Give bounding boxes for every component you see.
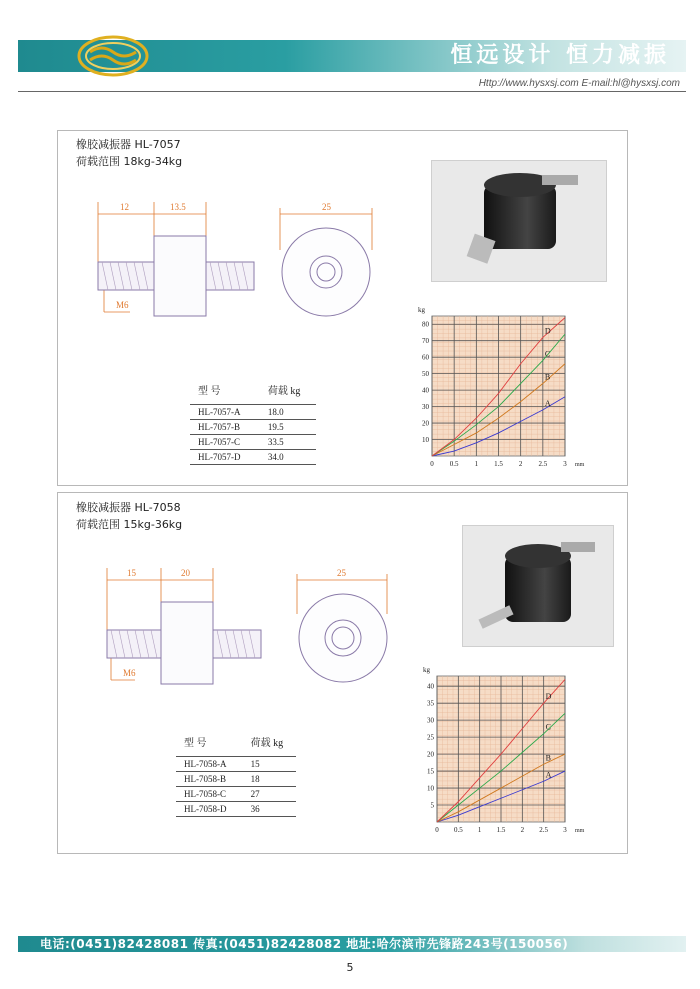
dim-mid-1: 13.5 — [170, 202, 186, 212]
series-label-c: C — [544, 349, 551, 359]
y-tick-label: 30 — [427, 716, 434, 725]
table-row: HL-7058-B 18 — [176, 772, 296, 787]
load-deflection-chart-2 — [415, 662, 585, 840]
footer-contact: 电话:(0451)82428081 传真:(0451)82428082 地址:哈尔滨市先锋路243号(150056) — [40, 937, 569, 951]
dim-thread-2: M6 — [123, 668, 136, 678]
dim-left-1: 12 — [120, 202, 129, 212]
x-tick-label: 1.5 — [496, 826, 506, 834]
y-tick-label: 20 — [427, 750, 434, 759]
dim-diameter-2: 25 — [337, 568, 346, 578]
series-label-b: B — [544, 372, 551, 382]
series-label-d: D — [545, 692, 552, 702]
header-contact: Http://www.hysxsj.com E-mail:hl@hysxsj.com — [478, 78, 680, 89]
x-tick-label: 1.5 — [494, 460, 503, 468]
company-logo-icon — [76, 34, 150, 78]
y-tick-label: 70 — [422, 337, 429, 346]
product-title-1: 橡胶减振器 HL-7057 — [76, 138, 181, 151]
load-range-2: 荷载范围 15kg-36kg — [76, 518, 183, 531]
dim-thread-1: M6 — [116, 300, 129, 310]
x-tick-label: 2.5 — [539, 826, 549, 834]
rubber-mount-icon — [463, 526, 613, 646]
series-label-d: D — [544, 326, 551, 336]
table-row: HL-7057-A 18.0 — [190, 405, 316, 420]
series-label-c: C — [545, 722, 552, 732]
spec-table-1 — [190, 374, 316, 465]
y-tick-label: 80 — [422, 320, 429, 329]
table-row: HL-7057-D 34.0 — [190, 450, 316, 465]
x-axis-label: mm — [575, 462, 585, 468]
y-axis-label: kg — [423, 666, 430, 674]
x-tick-label: 0 — [435, 826, 439, 834]
load-range-1: 荷载范围 18kg-34kg — [76, 155, 183, 168]
rubber-mount-icon — [432, 161, 606, 281]
col-model-header: 型 号 — [176, 726, 243, 757]
product-title-2: 橡胶减振器 HL-7058 — [76, 501, 181, 514]
y-tick-label: 40 — [422, 386, 429, 395]
y-tick-label: 15 — [427, 767, 434, 776]
series-label-a: A — [545, 770, 552, 780]
col-load-header: 荷载 kg — [243, 726, 296, 757]
dim-left-2: 15 — [127, 568, 136, 578]
series-label-a: A — [544, 398, 551, 408]
y-tick-label: 10 — [427, 784, 434, 793]
table-row: HL-7057-B 19.5 — [190, 420, 316, 435]
x-tick-label: 3 — [563, 460, 567, 468]
header-title: 恒远设计 恒力减振 — [450, 43, 670, 68]
dimension-drawing-1 — [90, 190, 390, 330]
table-header — [176, 726, 296, 757]
col-model-header: 型 号 — [190, 374, 260, 405]
product-photo-1 — [431, 160, 607, 282]
table-row: HL-7057-C 33.5 — [190, 435, 316, 450]
y-tick-label: 35 — [427, 699, 434, 708]
product-photo-2 — [462, 525, 614, 647]
x-tick-label: 1 — [477, 826, 482, 834]
dim-diameter-1: 25 — [322, 202, 331, 212]
y-tick-label: 5 — [430, 801, 434, 810]
y-axis-label: kg — [418, 306, 425, 314]
y-tick-label: 20 — [422, 419, 429, 428]
table-row: HL-7058-A 15 — [176, 757, 296, 772]
x-tick-label: 3 — [563, 826, 567, 834]
page-number: 5 — [346, 961, 354, 974]
x-tick-label: 2.5 — [538, 460, 548, 468]
y-tick-label: 10 — [422, 436, 429, 445]
y-tick-label: 60 — [422, 353, 429, 362]
x-tick-label: 2 — [520, 826, 525, 834]
col-load-header: 荷载 kg — [260, 374, 316, 405]
x-tick-label: 1 — [474, 460, 479, 468]
y-tick-label: 30 — [422, 403, 429, 412]
load-deflection-chart-1 — [410, 302, 585, 474]
y-tick-label: 40 — [427, 682, 434, 691]
series-label-b: B — [545, 753, 552, 763]
spec-table-2 — [176, 726, 296, 817]
dim-mid-2: 20 — [181, 568, 190, 578]
x-axis-label: mm — [575, 828, 585, 834]
y-tick-label: 50 — [422, 370, 429, 379]
x-tick-label: 0 — [430, 460, 434, 468]
table-row: HL-7058-D 36 — [176, 802, 296, 817]
x-tick-label: 0.5 — [453, 826, 463, 834]
x-tick-label: 2 — [518, 460, 523, 468]
x-tick-label: 0.5 — [449, 460, 459, 468]
y-tick-label: 25 — [427, 733, 434, 742]
header-divider — [18, 91, 686, 92]
dimension-drawing-2 — [95, 560, 395, 700]
table-header — [190, 374, 316, 405]
table-row: HL-7058-C 27 — [176, 787, 296, 802]
